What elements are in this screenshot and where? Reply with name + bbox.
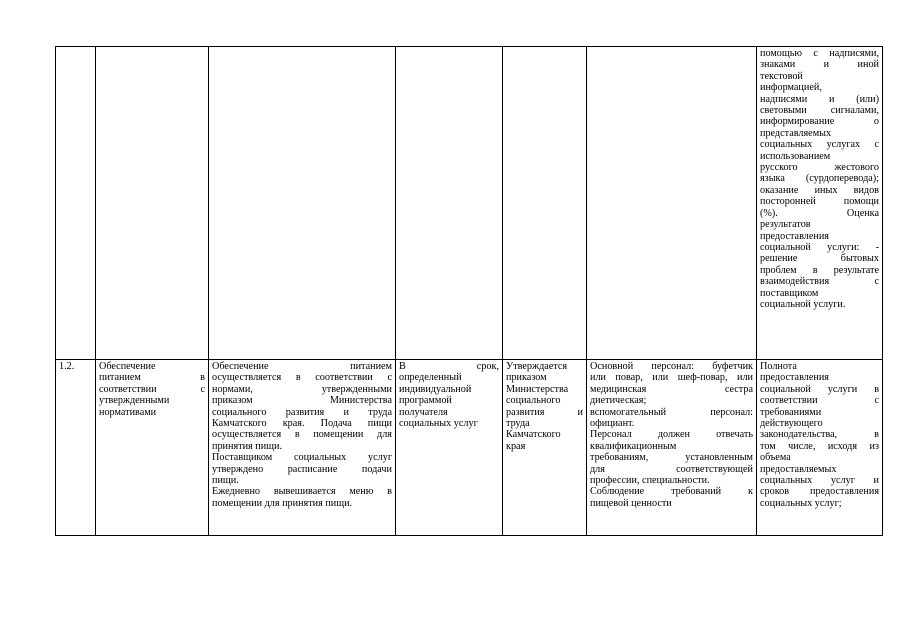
text-line: поставщиком xyxy=(760,287,819,299)
text-line: предоставляемых xyxy=(760,463,837,475)
text-line: программой xyxy=(399,395,452,407)
text-line: питанием в xyxy=(99,372,205,384)
text-line: законодательства, в xyxy=(760,429,879,441)
text-line: действующего xyxy=(760,418,823,430)
tariff-text xyxy=(506,361,583,452)
text-line: социальных услуг xyxy=(399,418,478,430)
text-line: световыми сигналами, xyxy=(760,105,879,117)
text-line: В срок, xyxy=(399,361,499,372)
text-line: предоставления xyxy=(760,230,829,242)
text-line: официант. xyxy=(590,418,635,430)
service-name-text xyxy=(99,361,205,418)
cell-description xyxy=(209,47,396,360)
text-line: сроков предоставления xyxy=(760,486,879,498)
text-line: Камчатского края. Подача пищи xyxy=(212,418,392,430)
text-line: приказом xyxy=(506,372,547,384)
table-row xyxy=(56,360,883,536)
text-line: края xyxy=(506,440,526,452)
text-line: представляемых xyxy=(760,127,832,139)
text-line: квалификационным xyxy=(590,440,677,452)
text-line: социальной услуги. xyxy=(760,298,846,310)
text-line: требованиями xyxy=(760,406,822,418)
text-line: приказом Министерства xyxy=(212,395,392,407)
cell-terms xyxy=(396,47,503,360)
text-line: для соответствующей xyxy=(590,463,753,475)
text-line: результатов xyxy=(760,219,811,231)
text-line: использованием xyxy=(760,150,831,162)
text-line: Персонал должен отвечать xyxy=(590,429,753,441)
text-line: утверждено расписание подачи xyxy=(212,463,392,475)
text-line: осуществляется в помещении для xyxy=(212,429,392,441)
text-line: том числе, исходя из xyxy=(760,440,879,452)
cell-service-name xyxy=(96,360,209,536)
text-line: посторонней помощи xyxy=(760,196,879,208)
text-line: социального xyxy=(506,395,561,407)
text-line: пищи. xyxy=(212,475,239,487)
cell-tariff xyxy=(503,360,587,536)
text-line: социальных услуг и xyxy=(760,475,879,487)
text-line: оказание иных видов xyxy=(760,184,879,196)
text-line: проблем в результате xyxy=(760,264,879,276)
text-line: или повар, или шеф-повар, или xyxy=(590,372,753,384)
cell-conditions xyxy=(587,47,757,360)
text-line: получателя xyxy=(399,406,448,418)
indicators-text xyxy=(760,361,879,509)
text-line: утвержденными xyxy=(99,395,170,407)
text-line: социальных услугах с xyxy=(760,139,879,151)
text-line: развития и xyxy=(506,406,583,418)
services-table xyxy=(55,46,883,536)
cell-terms xyxy=(396,360,503,536)
text-line: соответствии с xyxy=(760,395,879,407)
text-line: пищевой ценности xyxy=(590,497,672,509)
text-line: профессии, специальности. xyxy=(590,475,710,487)
text-line: нормативами xyxy=(99,406,157,418)
text-line: индивидуальной xyxy=(399,383,472,395)
text-line: осуществляется в соответствии с xyxy=(212,372,392,384)
text-line: соответствии с xyxy=(99,383,205,395)
cell-number xyxy=(56,360,96,536)
text-line: медицинская сестра xyxy=(590,383,753,395)
text-line: (%). Оценка xyxy=(760,207,879,219)
table-row xyxy=(56,47,883,360)
text-line: Основной персонал: буфетчик xyxy=(590,361,753,372)
text-line: объема xyxy=(760,452,791,464)
text-line: вспомогательный персонал: xyxy=(590,406,753,418)
text-line: диетическая; xyxy=(590,395,647,407)
text-line: Полнота xyxy=(760,361,797,372)
text-line: принятия пищи. xyxy=(212,440,283,452)
text-line: Камчатского xyxy=(506,429,561,441)
text-line: социального развития и труда xyxy=(212,406,392,418)
text-line: языка (сурдоперевода); xyxy=(760,173,879,185)
text-line: социальных услуг; xyxy=(760,497,842,509)
text-line: Обеспечение питанием xyxy=(212,361,392,372)
text-line: информацией, xyxy=(760,82,822,94)
text-line: взаимодействия с xyxy=(760,276,879,288)
text-line: решение бытовых xyxy=(760,253,879,265)
text-line: предоставления xyxy=(760,372,829,384)
text-line: Ежедневно вывешивается меню в xyxy=(212,486,392,498)
terms-text xyxy=(399,361,499,429)
text-line: помощью с надписями, xyxy=(760,48,879,59)
row-number: 1.2. xyxy=(59,361,75,372)
text-line: Поставщиком социальных услуг xyxy=(212,452,392,464)
indicators-text xyxy=(760,48,879,310)
cell-conditions xyxy=(587,360,757,536)
cell-tariff xyxy=(503,47,587,360)
description-text xyxy=(212,361,392,509)
text-line: русского жестового xyxy=(760,162,879,174)
text-line: требованиям, установленным xyxy=(590,452,753,464)
cell-service-name xyxy=(96,47,209,360)
text-line: определенный xyxy=(399,372,462,384)
text-line: труда xyxy=(506,418,530,430)
text-line: Соблюдение требований к xyxy=(590,486,753,498)
text-line: текстовой xyxy=(760,70,803,82)
text-line: Министерства xyxy=(506,383,569,395)
cell-indicators xyxy=(757,360,883,536)
conditions-text xyxy=(590,361,753,509)
cell-indicators xyxy=(757,47,883,360)
text-line: надписями и (или) xyxy=(760,93,879,105)
text-line: знаками и иной xyxy=(760,59,879,71)
text-line: Обеспечение xyxy=(99,361,156,372)
text-line: информирование о xyxy=(760,116,879,128)
text-line: социальной услуги в xyxy=(760,383,879,395)
text-line: помещении для принятия пищи. xyxy=(212,497,353,509)
text-line: социальной услуги: - xyxy=(760,241,879,253)
cell-description xyxy=(209,360,396,536)
text-line: Утверждается xyxy=(506,361,568,372)
cell-number xyxy=(56,47,96,360)
text-line: нормами, утвержденными xyxy=(212,383,392,395)
